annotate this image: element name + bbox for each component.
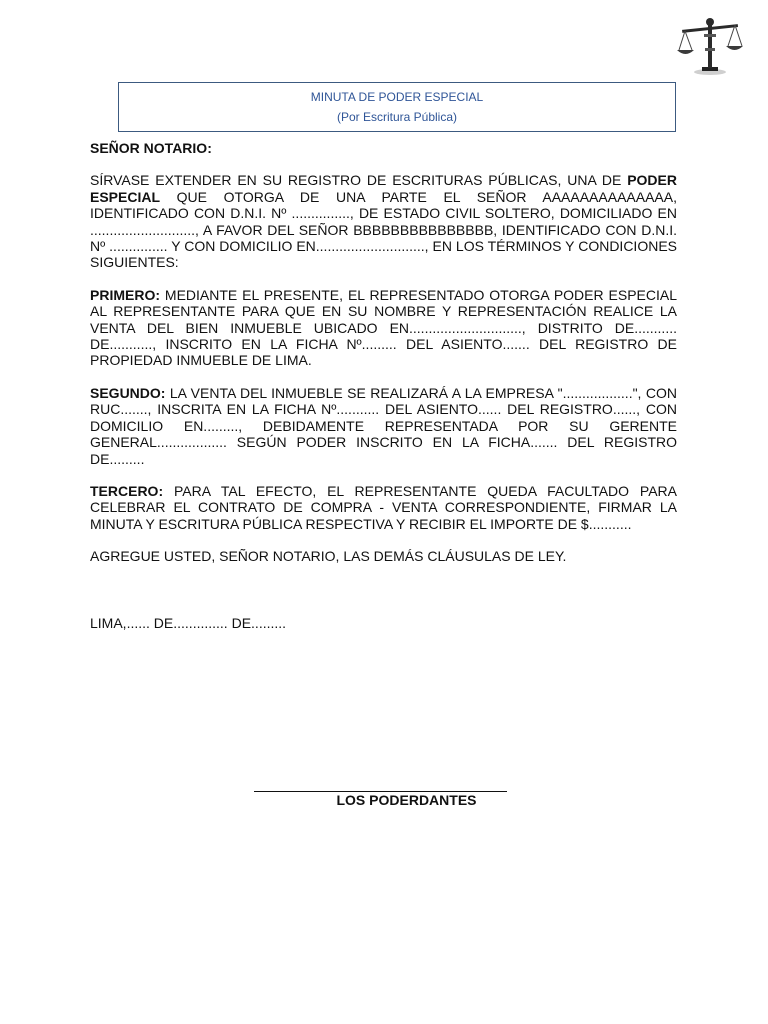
intro-paragraph [90,172,677,270]
scales-of-justice-icon [676,14,744,76]
intro-bold-term: PODER ESPECIAL [90,172,677,205]
signature-label: LOS PODERDANTES [336,792,477,808]
clause-primero-label: PRIMERO: [90,286,160,303]
clause-primero [90,287,677,369]
clause-primero-text: MEDIANTE EL PRESENTE, EL REPRESENTADO OTORGA PODER ESPECIAL AL REPRESENTANTE PARA QUE EN SU NOMBRE Y REPRESENTACIÓN REALICE LA VENTA DEL BIEN INMUEBLE UBICADO EN............................., DISTRITO DE........... DE..........., INSCRITO EN LA FICHA Nº......... DEL ASIENTO....... DEL REGISTRO DE PROPIEDAD INMUEBLE DE LIMA. [90,286,677,369]
place-date-line: LIMA,...... DE.............. DE......... [90,614,287,631]
closing-statement: AGREGUE USTED, SEÑOR NOTARIO, LAS DEMÁS CLÁUSULAS DE LEY. [90,548,567,565]
document-title-box [118,82,676,132]
clause-tercero-label: TERCERO: [90,482,164,499]
clause-segundo-text: LA VENTA DEL INMUEBLE SE REALIZARÁ A LA EMPRESA "..................", CON RUC......., INSCRITA EN LA FICHA Nº........... DEL ASIENTO...... DEL REGISTRO......, CON DOMICILIO EN........., DEBIDAMENTE REPRESENTADA POR SU GERENTE GENERAL.................. SEGÚN PODER INSCRITO EN LA FICHA....... DEL REGISTRO DE......... [90,384,677,467]
intro-text-start: SÍRVASE EXTENDER EN SU REGISTRO DE ESCRITURAS PÚBLICAS, UNA DE [90,172,628,189]
document-title: MINUTA DE PODER ESPECIAL [310,90,484,104]
document-subtitle: (Por Escritura Pública) [336,110,458,124]
intro-text-end: QUE OTORGA DE UNA PARTE EL SEÑOR AAAAAAAAAAAAAA, IDENTIFICADO CON D.N.I. Nº ..............., DE ESTADO CIVIL SOLTERO, DOMICILIADO EN ..........................., A FAVOR DEL SEÑOR BBBBBBBBBBBBBBB, IDENTIFICADO CON D.N.I. Nº ............... Y CON DOMICILIO EN............................, EN LOS TÉRMINOS Y CONDICIONES SIGUIENTES: [90,188,677,271]
clause-segundo-label: SEGUNDO: [90,384,166,401]
clause-segundo [90,385,677,467]
document-body [90,140,677,631]
clause-tercero [90,483,677,532]
salutation: SEÑOR NOTARIO: [90,140,212,156]
clause-tercero-text: PARA TAL EFECTO, EL REPRESENTANTE QUEDA FACULTADO PARA CELEBRAR EL CONTRATO DE COMPRA - VENTA CORRESPONDIENTE, FIRMAR LA MINUTA Y ESCRITURA PÚBLICA RESPECTIVA Y RECIBIR EL IMPORTE DE $........... [90,482,677,532]
